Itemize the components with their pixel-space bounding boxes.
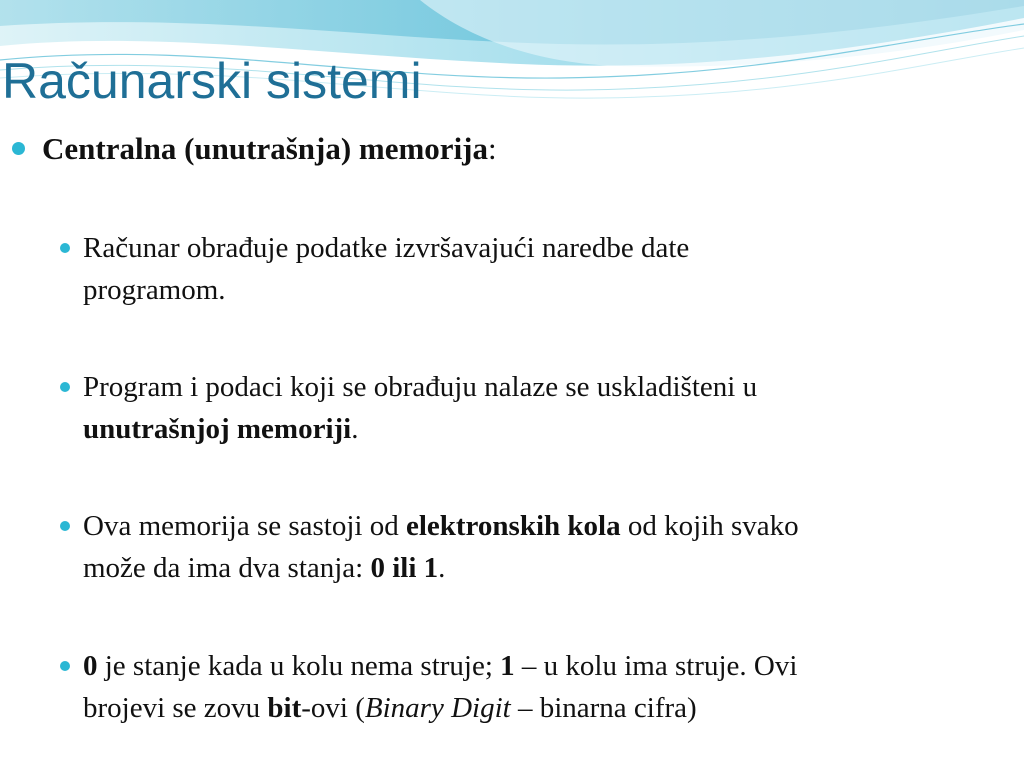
bullet-line — [83, 505, 1003, 547]
bullet-line: programom. — [83, 274, 226, 306]
sub-bullet-1 — [83, 227, 1003, 311]
bold-term: 0 — [83, 650, 98, 682]
sub-bullet-3 — [83, 505, 1003, 589]
bold-term: unutrašnjoj memoriji — [83, 413, 352, 445]
bullet-line: Program i podaci koji se obrađuju nalaze se uskladišteni u — [83, 371, 758, 403]
text-fragment: – binarna cifra) — [510, 692, 697, 724]
bullet-line — [83, 645, 1003, 687]
slide-title: Računarski sistemi — [2, 53, 422, 109]
heading-bold-text: Centralna (unutrašnja) memorija — [42, 131, 489, 166]
bullet-dot-icon — [60, 243, 70, 253]
text-fragment: . — [351, 413, 359, 445]
bullet-dot-icon — [60, 521, 70, 531]
text-fragment: – u kolu ima struje. Ovi — [514, 650, 798, 682]
sub-bullet-2 — [83, 366, 1003, 450]
bullet-line — [83, 687, 1003, 729]
text-fragment: -ovi ( — [301, 692, 365, 724]
bullet-dot-icon — [12, 142, 25, 155]
italic-term: Binary Digit — [364, 692, 511, 724]
bold-term: bit — [267, 692, 302, 724]
bold-term: elektronskih kola — [405, 510, 621, 542]
bullet-line — [83, 408, 1003, 450]
text-fragment: brojevi se zovu — [83, 692, 268, 724]
bullet-line — [83, 547, 1003, 589]
text-fragment: . — [438, 552, 446, 584]
text-fragment: je stanje kada u kolu nema struje; — [97, 650, 501, 682]
bold-term: 0 ili 1 — [370, 552, 439, 584]
bullet-dot-icon — [60, 382, 70, 392]
bullet-dot-icon — [60, 661, 70, 671]
heading-tail-text: : — [488, 131, 497, 166]
text-fragment: može da ima dva stanja: — [83, 552, 371, 584]
sub-bullet-4 — [83, 645, 1003, 729]
bold-term: 1 — [500, 650, 515, 682]
bullet-line: Računar obrađuje podatke izvršavajući naredbe date — [83, 232, 690, 264]
text-fragment: od kojih svako — [620, 510, 799, 542]
heading-bullet — [42, 130, 497, 169]
text-fragment: Ova memorija se sastoji od — [83, 510, 406, 542]
